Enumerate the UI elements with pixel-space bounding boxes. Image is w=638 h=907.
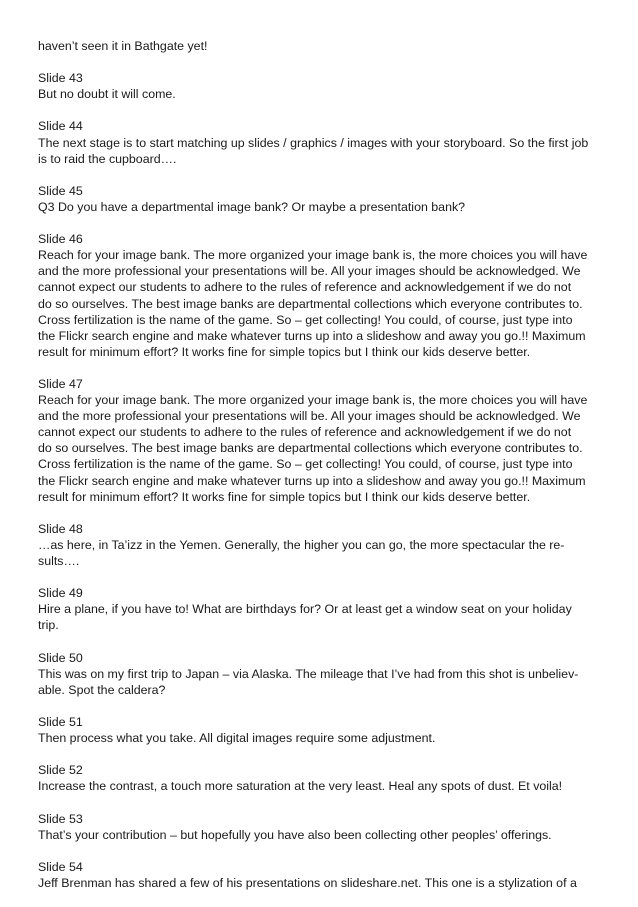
- slide-note-paragraph: [38, 859, 604, 891]
- slide-note-paragraph: [38, 183, 604, 215]
- text-line: That’s your contribution – but hopefully you have also been collecting other peoples’ offerings.: [38, 827, 552, 842]
- text-line: the Flickr search engine and make whatever turns up into a slideshow and away you go.!! Maximum: [38, 473, 586, 488]
- slide-heading: Slide 50: [38, 650, 83, 665]
- slide-heading: Slide 51: [38, 714, 83, 729]
- text-line: …as here, in Ta’izz in the Yemen. Generally, the higher you can go, the more spectacular the re-: [38, 537, 565, 552]
- text-line: trip.: [38, 618, 59, 633]
- text-line: the Flickr search engine and make whatever turns up into a slideshow and away you go.!! Maximum: [38, 328, 586, 343]
- slide-note-paragraph: [38, 376, 604, 505]
- text-line: able. Spot the caldera?: [38, 682, 166, 697]
- text-line: Increase the contrast, a touch more saturation at the very least. Heal any spots of dust. Et voila!: [38, 779, 563, 794]
- continuation-paragraph: [38, 38, 604, 54]
- document-page: [38, 38, 604, 907]
- slide-heading: Slide 53: [38, 811, 83, 826]
- text-line: Cross fertilization is the name of the game. So – get collecting! You could, of course, just type into: [38, 312, 573, 327]
- slide-heading: Slide 49: [38, 586, 83, 601]
- slide-heading: Slide 43: [38, 71, 83, 86]
- text-line: do so ourselves. The best image banks are departmental collections which everyone contributes to.: [38, 441, 583, 456]
- slide-note-paragraph: [38, 811, 604, 843]
- text-line: is to raid the cupboard….: [38, 151, 177, 166]
- slide-note-paragraph: [38, 118, 604, 166]
- slide-note-paragraph: [38, 70, 604, 102]
- text-line: haven’t seen it in Bathgate yet!: [38, 39, 208, 53]
- text-line: But no doubt it will come.: [38, 87, 176, 102]
- text-line: result for minimum effort? It works fine for simple topics but I think our kids deserve better.: [38, 489, 531, 504]
- slide-heading: Slide 54: [38, 859, 83, 874]
- slide-note-paragraph: [38, 521, 604, 569]
- text-line: Then process what you take. All digital images require some adjustment.: [38, 731, 436, 746]
- slide-heading: Slide 47: [38, 376, 83, 391]
- slide-note-paragraph: [38, 762, 604, 794]
- slide-heading: Slide 48: [38, 521, 83, 536]
- text-line: Q3 Do you have a departmental image bank? Or maybe a presentation bank?: [38, 199, 466, 214]
- slide-heading: Slide 52: [38, 763, 83, 778]
- slide-note-paragraph: [38, 231, 604, 360]
- slide-note-paragraph: [38, 650, 604, 698]
- text-line: and the more professional your presentations will be. All your images should be acknowledged. We: [38, 264, 581, 279]
- text-line: Reach for your image bank. The more organized your image bank is, the more choices you will have: [38, 248, 588, 263]
- text-line: Hire a plane, if you have to! What are birthdays for? Or at least get a window seat on your holiday: [38, 602, 572, 617]
- text-line: cannot expect our students to adhere to the rules of reference and acknowledgement if we do not: [38, 280, 572, 295]
- text-line: cannot expect our students to adhere to the rules of reference and acknowledgement if we do not: [38, 425, 572, 440]
- text-line: and the more professional your presentations will be. All your images should be acknowledged. We: [38, 409, 581, 424]
- slide-note-paragraph: [38, 585, 604, 633]
- slide-heading: Slide 45: [38, 183, 83, 198]
- text-line: This was on my first trip to Japan – via Alaska. The mileage that I’ve had from this shot is unbeliev-: [38, 666, 579, 681]
- slide-note-paragraph: [38, 714, 604, 746]
- text-line: Reach for your image bank. The more organized your image bank is, the more choices you will have: [38, 393, 588, 408]
- text-line: The next stage is to start matching up slides / graphics / images with your storyboard. So the first job: [38, 135, 589, 150]
- text-line: Cross fertilization is the name of the game. So – get collecting! You could, of course, just type into: [38, 457, 573, 472]
- slide-heading: Slide 44: [38, 119, 83, 134]
- text-line: Jeff Brenman has shared a few of his presentations on slideshare.net. This one is a stylization of a: [38, 875, 577, 890]
- text-line: sults….: [38, 554, 80, 568]
- text-line: result for minimum effort? It works fine for simple topics but I think our kids deserve better.: [38, 344, 531, 359]
- slide-heading: Slide 46: [38, 232, 83, 247]
- text-line: do so ourselves. The best image banks are departmental collections which everyone contributes to.: [38, 296, 583, 311]
